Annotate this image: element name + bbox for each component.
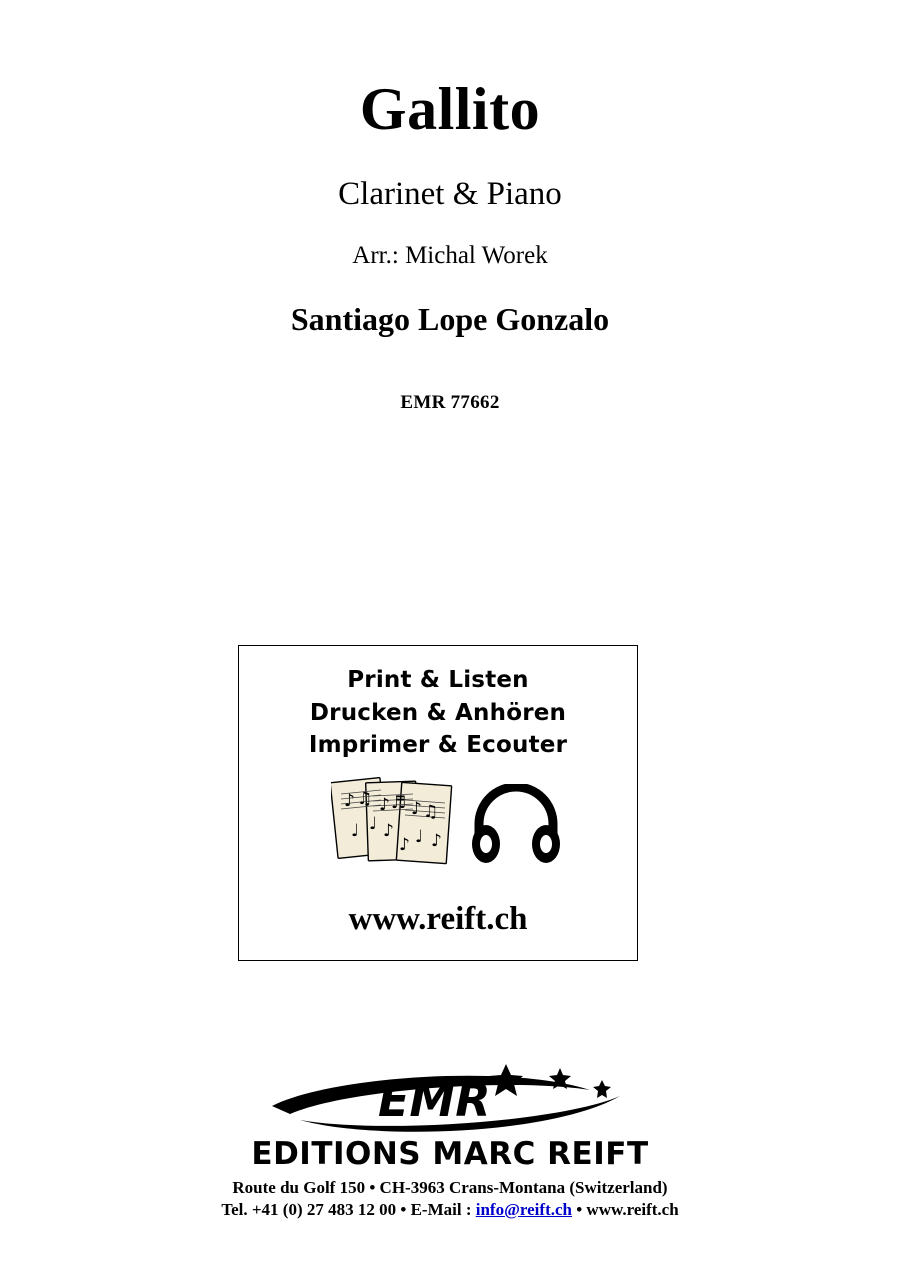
svg-text:♪: ♪ [383,821,394,841]
email-link[interactable]: info@reift.ch [475,1200,572,1219]
svg-text:♪: ♪ [399,835,410,855]
promo-line-english: Print & Listen [347,667,529,693]
svg-text:♫: ♫ [357,789,373,809]
composer-label: Santiago Lope Gonzalo [290,301,610,337]
svg-text:♫: ♫ [423,802,439,822]
svg-text:♩: ♩ [415,827,424,847]
promo-text-block [239,664,637,762]
arranger-label: Arr.: Michal Worek [352,242,548,269]
promo-website[interactable]: www.reift.ch [348,901,528,937]
publisher-logo [0,1062,900,1134]
svg-text:♪: ♪ [379,795,390,815]
contact-phone-text: Tel. +41 (0) 27 483 12 00 • E-Mail : [221,1200,476,1219]
instrumentation-label: Clarinet & Piano [338,176,562,212]
svg-text:EMR: EMR [378,1073,491,1127]
promo-line-french: Imprimer & Ecouter [308,732,568,759]
page-title: Gallito [359,76,541,142]
publisher-address: Route du Golf 150 • CH-3963 Crans-Montana (Switzerland) [232,1178,668,1197]
contact-web-text: • www.reift.ch [571,1200,679,1219]
catalog-number: EMR 77662 [400,392,500,413]
publisher-contact [0,1200,900,1220]
print-and-listen-box [238,645,638,961]
publisher-name: EDITIONS MARC REIFT [251,1136,649,1172]
promo-line-german: Drucken & Anhören [309,699,567,726]
promo-artwork [239,774,637,884]
headphones-icon [471,784,561,875]
svg-text:♪: ♪ [344,791,355,811]
svg-text:♪: ♪ [411,799,422,819]
svg-text:♪: ♪ [431,831,442,851]
svg-text:♩: ♩ [351,821,360,841]
svg-text:♩: ♩ [369,814,378,834]
svg-text:♬: ♬ [391,793,407,813]
sheet-music-icon [331,774,461,884]
